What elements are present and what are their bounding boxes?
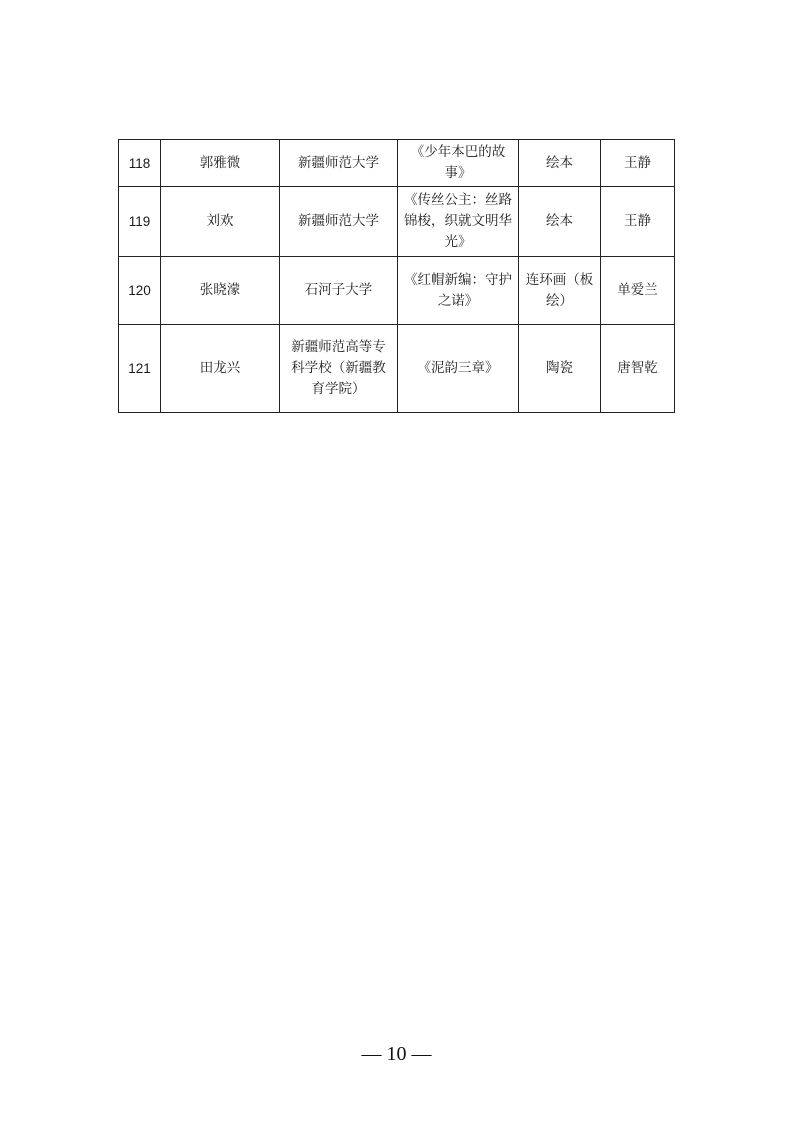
- work-title: 《红帽新编：守护之诺》: [398, 257, 519, 325]
- work-category: 陶瓷: [519, 325, 601, 413]
- work-title: 《泥韵三章》: [398, 325, 519, 413]
- advisor-name: 单爱兰: [601, 257, 675, 325]
- row-number: 121: [119, 325, 161, 413]
- work-category: 绘本: [519, 187, 601, 257]
- school-name: 石河子大学: [280, 257, 398, 325]
- work-category: 绘本: [519, 140, 601, 187]
- author-name: 刘欢: [161, 187, 280, 257]
- work-title: 《少年本巴的故事》: [398, 140, 519, 187]
- school-name: 新疆师范高等专科学校（新疆教育学院）: [280, 325, 398, 413]
- table-row: [119, 140, 675, 187]
- table-row: [119, 325, 675, 413]
- row-number: 118: [119, 140, 161, 187]
- awards-table: [118, 139, 675, 413]
- author-name: 田龙兴: [161, 325, 280, 413]
- author-name: 郭雅微: [161, 140, 280, 187]
- row-number: 119: [119, 187, 161, 257]
- author-name: 张晓濛: [161, 257, 280, 325]
- school-name: 新疆师范大学: [280, 140, 398, 187]
- school-name: 新疆师范大学: [280, 187, 398, 257]
- advisor-name: 唐智乾: [601, 325, 675, 413]
- row-number: 120: [119, 257, 161, 325]
- table-row: [119, 257, 675, 325]
- table-row: [119, 187, 675, 257]
- advisor-name: 王静: [601, 140, 675, 187]
- advisor-name: 王静: [601, 187, 675, 257]
- page-number: — 10 —: [361, 1043, 432, 1065]
- work-title: 《传丝公主：丝路锦梭，织就文明华光》: [398, 187, 519, 257]
- work-category: 连环画（板绘）: [519, 257, 601, 325]
